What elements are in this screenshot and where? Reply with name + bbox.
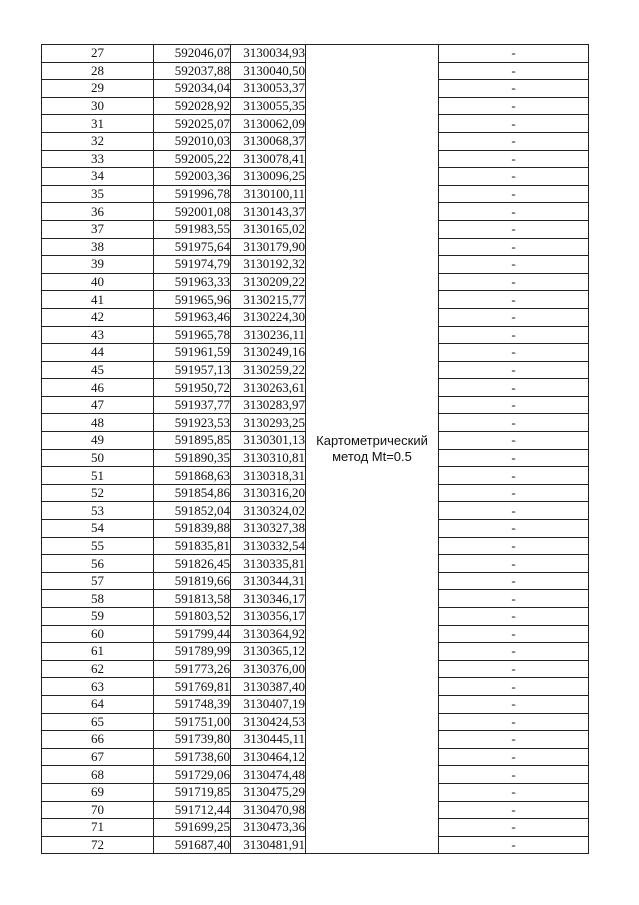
error-value-cell: - bbox=[439, 467, 589, 485]
x-coordinate-cell: 592037,88 bbox=[154, 62, 231, 80]
error-value-cell: - bbox=[439, 660, 589, 678]
x-coordinate-cell: 591748,39 bbox=[154, 695, 231, 713]
error-value-cell: - bbox=[439, 713, 589, 731]
error-value-cell: - bbox=[439, 45, 589, 63]
error-value-cell: - bbox=[439, 115, 589, 133]
error-value-cell: - bbox=[439, 238, 589, 256]
y-coordinate-cell: 3130356,17 bbox=[231, 608, 306, 626]
y-coordinate-cell: 3130165,02 bbox=[231, 220, 306, 238]
y-coordinate-cell: 3130474,48 bbox=[231, 766, 306, 784]
x-coordinate-cell: 591799,44 bbox=[154, 625, 231, 643]
error-value-cell: - bbox=[439, 502, 589, 520]
x-coordinate-cell: 591996,78 bbox=[154, 185, 231, 203]
x-coordinate-cell: 591687,40 bbox=[154, 836, 231, 854]
point-number-cell: 45 bbox=[42, 361, 154, 379]
point-number-cell: 30 bbox=[42, 97, 154, 115]
error-value-cell: - bbox=[439, 520, 589, 538]
x-coordinate-cell: 592003,36 bbox=[154, 168, 231, 186]
error-value-cell: - bbox=[439, 678, 589, 696]
x-coordinate-cell: 591963,46 bbox=[154, 308, 231, 326]
point-number-cell: 72 bbox=[42, 836, 154, 854]
x-coordinate-cell: 591890,35 bbox=[154, 449, 231, 467]
point-number-cell: 49 bbox=[42, 432, 154, 450]
y-coordinate-cell: 3130283,97 bbox=[231, 396, 306, 414]
error-value-cell: - bbox=[439, 150, 589, 168]
point-number-cell: 43 bbox=[42, 326, 154, 344]
y-coordinate-cell: 3130078,41 bbox=[231, 150, 306, 168]
method-name-text: Картометрический bbox=[316, 433, 428, 449]
y-coordinate-cell: 3130475,29 bbox=[231, 783, 306, 801]
y-coordinate-cell: 3130143,37 bbox=[231, 203, 306, 221]
point-number-cell: 34 bbox=[42, 168, 154, 186]
point-number-cell: 36 bbox=[42, 203, 154, 221]
error-value-cell: - bbox=[439, 168, 589, 186]
point-number-cell: 66 bbox=[42, 731, 154, 749]
x-coordinate-cell: 592005,22 bbox=[154, 150, 231, 168]
x-coordinate-cell: 591983,55 bbox=[154, 220, 231, 238]
y-coordinate-cell: 3130445,11 bbox=[231, 731, 306, 749]
error-value-cell: - bbox=[439, 783, 589, 801]
error-value-cell: - bbox=[439, 273, 589, 291]
point-number-cell: 46 bbox=[42, 379, 154, 397]
y-coordinate-cell: 3130040,50 bbox=[231, 62, 306, 80]
point-number-cell: 54 bbox=[42, 520, 154, 538]
y-coordinate-cell: 3130481,91 bbox=[231, 836, 306, 854]
point-number-cell: 68 bbox=[42, 766, 154, 784]
error-value-cell: - bbox=[439, 731, 589, 749]
y-coordinate-cell: 3130327,38 bbox=[231, 520, 306, 538]
y-coordinate-cell: 3130470,98 bbox=[231, 801, 306, 819]
point-number-cell: 71 bbox=[42, 819, 154, 837]
error-value-cell: - bbox=[439, 326, 589, 344]
error-value-cell: - bbox=[439, 572, 589, 590]
point-number-cell: 59 bbox=[42, 608, 154, 626]
point-number-cell: 63 bbox=[42, 678, 154, 696]
y-coordinate-cell: 3130209,22 bbox=[231, 273, 306, 291]
error-value-cell: - bbox=[439, 220, 589, 238]
point-number-cell: 47 bbox=[42, 396, 154, 414]
point-number-cell: 48 bbox=[42, 414, 154, 432]
y-coordinate-cell: 3130192,32 bbox=[231, 256, 306, 274]
x-coordinate-cell: 591950,72 bbox=[154, 379, 231, 397]
y-coordinate-cell: 3130293,25 bbox=[231, 414, 306, 432]
point-number-cell: 56 bbox=[42, 555, 154, 573]
x-coordinate-cell: 591965,96 bbox=[154, 291, 231, 309]
y-coordinate-cell: 3130259,22 bbox=[231, 361, 306, 379]
error-value-cell: - bbox=[439, 625, 589, 643]
x-coordinate-cell: 591974,79 bbox=[154, 256, 231, 274]
point-number-cell: 27 bbox=[42, 45, 154, 63]
x-coordinate-cell: 591868,63 bbox=[154, 467, 231, 485]
y-coordinate-cell: 3130364,92 bbox=[231, 625, 306, 643]
point-number-cell: 60 bbox=[42, 625, 154, 643]
point-number-cell: 44 bbox=[42, 344, 154, 362]
point-number-cell: 55 bbox=[42, 537, 154, 555]
point-number-cell: 39 bbox=[42, 256, 154, 274]
x-coordinate-cell: 591739,80 bbox=[154, 731, 231, 749]
error-value-cell: - bbox=[439, 396, 589, 414]
point-number-cell: 52 bbox=[42, 484, 154, 502]
point-number-cell: 29 bbox=[42, 80, 154, 98]
error-value-cell: - bbox=[439, 291, 589, 309]
y-coordinate-cell: 3130344,31 bbox=[231, 572, 306, 590]
error-value-cell: - bbox=[439, 97, 589, 115]
x-coordinate-cell: 591923,53 bbox=[154, 414, 231, 432]
x-coordinate-cell: 591826,45 bbox=[154, 555, 231, 573]
x-coordinate-cell: 591699,25 bbox=[154, 819, 231, 837]
x-coordinate-cell: 591719,85 bbox=[154, 783, 231, 801]
y-coordinate-cell: 3130473,36 bbox=[231, 819, 306, 837]
error-value-cell: - bbox=[439, 748, 589, 766]
point-number-cell: 37 bbox=[42, 220, 154, 238]
x-coordinate-cell: 592025,07 bbox=[154, 115, 231, 133]
point-number-cell: 57 bbox=[42, 572, 154, 590]
y-coordinate-cell: 3130179,90 bbox=[231, 238, 306, 256]
x-coordinate-cell: 591975,64 bbox=[154, 238, 231, 256]
x-coordinate-cell: 591937,77 bbox=[154, 396, 231, 414]
point-number-cell: 62 bbox=[42, 660, 154, 678]
x-coordinate-cell: 591773,26 bbox=[154, 660, 231, 678]
y-coordinate-cell: 3130387,40 bbox=[231, 678, 306, 696]
x-coordinate-cell: 591852,04 bbox=[154, 502, 231, 520]
x-coordinate-cell: 592001,08 bbox=[154, 203, 231, 221]
coordinates-table-body bbox=[42, 45, 589, 854]
point-number-cell: 41 bbox=[42, 291, 154, 309]
x-coordinate-cell: 591738,60 bbox=[154, 748, 231, 766]
y-coordinate-cell: 3130332,54 bbox=[231, 537, 306, 555]
y-coordinate-cell: 3130236,11 bbox=[231, 326, 306, 344]
x-coordinate-cell: 591895,85 bbox=[154, 432, 231, 450]
x-coordinate-cell: 591963,33 bbox=[154, 273, 231, 291]
error-value-cell: - bbox=[439, 766, 589, 784]
point-number-cell: 65 bbox=[42, 713, 154, 731]
x-coordinate-cell: 591729,06 bbox=[154, 766, 231, 784]
error-value-cell: - bbox=[439, 132, 589, 150]
error-value-cell: - bbox=[439, 432, 589, 450]
point-number-cell: 28 bbox=[42, 62, 154, 80]
x-coordinate-cell: 591965,78 bbox=[154, 326, 231, 344]
y-coordinate-cell: 3130464,12 bbox=[231, 748, 306, 766]
error-value-cell: - bbox=[439, 185, 589, 203]
x-coordinate-cell: 592034,04 bbox=[154, 80, 231, 98]
x-coordinate-cell: 592010,03 bbox=[154, 132, 231, 150]
error-value-cell: - bbox=[439, 836, 589, 854]
x-coordinate-cell: 591813,58 bbox=[154, 590, 231, 608]
y-coordinate-cell: 3130346,17 bbox=[231, 590, 306, 608]
error-value-cell: - bbox=[439, 484, 589, 502]
y-coordinate-cell: 3130310,81 bbox=[231, 449, 306, 467]
y-coordinate-cell: 3130096,25 bbox=[231, 168, 306, 186]
point-number-cell: 67 bbox=[42, 748, 154, 766]
point-number-cell: 40 bbox=[42, 273, 154, 291]
y-coordinate-cell: 3130365,12 bbox=[231, 643, 306, 661]
point-number-cell: 70 bbox=[42, 801, 154, 819]
coordinates-table bbox=[41, 44, 589, 854]
method-cell bbox=[306, 45, 439, 854]
error-value-cell: - bbox=[439, 379, 589, 397]
error-value-cell: - bbox=[439, 695, 589, 713]
point-number-cell: 53 bbox=[42, 502, 154, 520]
point-number-cell: 64 bbox=[42, 695, 154, 713]
error-value-cell: - bbox=[439, 801, 589, 819]
point-number-cell: 35 bbox=[42, 185, 154, 203]
x-coordinate-cell: 591769,81 bbox=[154, 678, 231, 696]
y-coordinate-cell: 3130316,20 bbox=[231, 484, 306, 502]
x-coordinate-cell: 592046,07 bbox=[154, 45, 231, 63]
x-coordinate-cell: 591789,99 bbox=[154, 643, 231, 661]
x-coordinate-cell: 591839,88 bbox=[154, 520, 231, 538]
y-coordinate-cell: 3130335,81 bbox=[231, 555, 306, 573]
x-coordinate-cell: 592028,92 bbox=[154, 97, 231, 115]
y-coordinate-cell: 3130301,13 bbox=[231, 432, 306, 450]
point-number-cell: 69 bbox=[42, 783, 154, 801]
y-coordinate-cell: 3130053,37 bbox=[231, 80, 306, 98]
x-coordinate-cell: 591961,59 bbox=[154, 344, 231, 362]
error-value-cell: - bbox=[439, 203, 589, 221]
x-coordinate-cell: 591957,13 bbox=[154, 361, 231, 379]
x-coordinate-cell: 591835,81 bbox=[154, 537, 231, 555]
method-accuracy-text: метод Mt=0.5 bbox=[332, 449, 412, 465]
table-row bbox=[42, 45, 589, 63]
y-coordinate-cell: 3130055,35 bbox=[231, 97, 306, 115]
error-value-cell: - bbox=[439, 256, 589, 274]
point-number-cell: 32 bbox=[42, 132, 154, 150]
y-coordinate-cell: 3130407,19 bbox=[231, 695, 306, 713]
error-value-cell: - bbox=[439, 643, 589, 661]
error-value-cell: - bbox=[439, 819, 589, 837]
point-number-cell: 50 bbox=[42, 449, 154, 467]
error-value-cell: - bbox=[439, 80, 589, 98]
point-number-cell: 31 bbox=[42, 115, 154, 133]
error-value-cell: - bbox=[439, 414, 589, 432]
y-coordinate-cell: 3130034,93 bbox=[231, 45, 306, 63]
error-value-cell: - bbox=[439, 62, 589, 80]
error-value-cell: - bbox=[439, 590, 589, 608]
error-value-cell: - bbox=[439, 361, 589, 379]
error-value-cell: - bbox=[439, 608, 589, 626]
y-coordinate-cell: 3130215,77 bbox=[231, 291, 306, 309]
error-value-cell: - bbox=[439, 308, 589, 326]
y-coordinate-cell: 3130224,30 bbox=[231, 308, 306, 326]
point-number-cell: 38 bbox=[42, 238, 154, 256]
error-value-cell: - bbox=[439, 555, 589, 573]
y-coordinate-cell: 3130324,02 bbox=[231, 502, 306, 520]
point-number-cell: 58 bbox=[42, 590, 154, 608]
y-coordinate-cell: 3130062,09 bbox=[231, 115, 306, 133]
point-number-cell: 51 bbox=[42, 467, 154, 485]
x-coordinate-cell: 591854,86 bbox=[154, 484, 231, 502]
y-coordinate-cell: 3130424,53 bbox=[231, 713, 306, 731]
point-number-cell: 61 bbox=[42, 643, 154, 661]
y-coordinate-cell: 3130100,11 bbox=[231, 185, 306, 203]
x-coordinate-cell: 591819,66 bbox=[154, 572, 231, 590]
x-coordinate-cell: 591751,00 bbox=[154, 713, 231, 731]
y-coordinate-cell: 3130249,16 bbox=[231, 344, 306, 362]
y-coordinate-cell: 3130263,61 bbox=[231, 379, 306, 397]
point-number-cell: 33 bbox=[42, 150, 154, 168]
y-coordinate-cell: 3130068,37 bbox=[231, 132, 306, 150]
x-coordinate-cell: 591803,52 bbox=[154, 608, 231, 626]
error-value-cell: - bbox=[439, 344, 589, 362]
y-coordinate-cell: 3130376,00 bbox=[231, 660, 306, 678]
error-value-cell: - bbox=[439, 537, 589, 555]
error-value-cell: - bbox=[439, 449, 589, 467]
y-coordinate-cell: 3130318,31 bbox=[231, 467, 306, 485]
point-number-cell: 42 bbox=[42, 308, 154, 326]
x-coordinate-cell: 591712,44 bbox=[154, 801, 231, 819]
